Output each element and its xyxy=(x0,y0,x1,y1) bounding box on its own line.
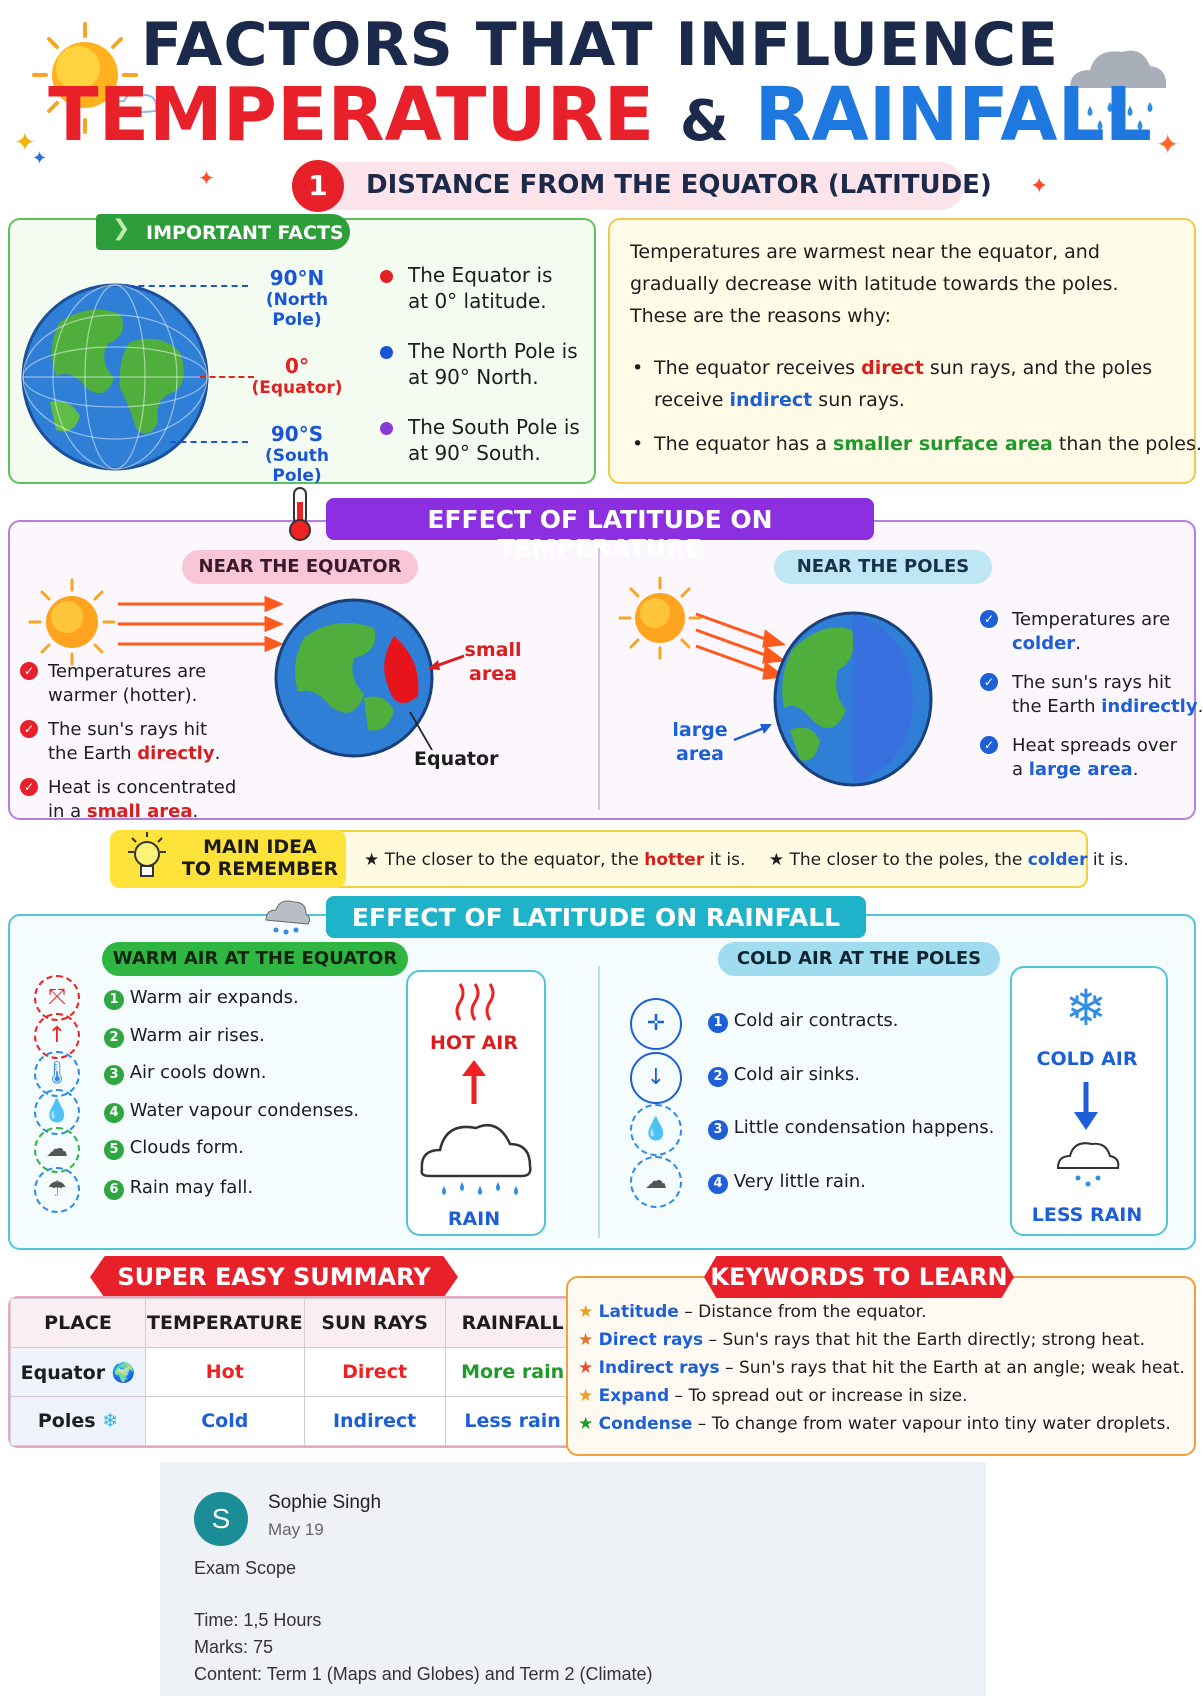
poles-point xyxy=(980,608,1192,671)
star-icon: ★ xyxy=(578,1386,594,1406)
step-number-1: 1 xyxy=(104,990,124,1010)
step-number-6: 6 xyxy=(104,1180,124,1200)
section-1-number: 1 xyxy=(292,160,344,212)
post-marks: Marks: 75 xyxy=(194,1637,274,1657)
droplets-icon: 💧 xyxy=(34,1089,80,1135)
point-end: . xyxy=(192,801,199,822)
avatar[interactable]: S xyxy=(194,1492,248,1546)
title-rainfall: RAINFALL xyxy=(754,72,1152,158)
sun-icon xyxy=(28,578,116,666)
step-number-3: 3 xyxy=(104,1065,124,1085)
cold-steps-list xyxy=(708,1010,1008,1224)
step-number-1: 1 xyxy=(708,1013,728,1033)
star-icon: ★ xyxy=(364,850,380,870)
small-area-line-1: small xyxy=(464,639,522,661)
equator-caption: Equator xyxy=(414,748,499,770)
sink-arrow-icon: ↓ xyxy=(630,1052,682,1104)
keyword-item: ★ Direct rays – Sun's rays that hit the Earth directly; strong heat. xyxy=(578,1330,1146,1350)
point-line-2: in a xyxy=(48,801,87,822)
snowflake-icon: ❄ xyxy=(1065,979,1107,1037)
equator-points xyxy=(20,660,280,834)
post-date: May 19 xyxy=(268,1520,324,1539)
step-text: Warm air expands. xyxy=(129,987,299,1008)
cloud-icon: ☁ xyxy=(34,1127,80,1173)
step-text: Warm air rises. xyxy=(129,1024,265,1046)
bullet-icon xyxy=(380,270,393,283)
earth-poles-icon xyxy=(772,610,934,788)
keyword-term: Direct rays xyxy=(598,1330,704,1350)
down-arrow-icon xyxy=(1070,1080,1102,1132)
point-highlight: small area xyxy=(86,801,193,822)
equator-label xyxy=(244,354,350,398)
main-idea-label xyxy=(176,836,344,880)
facts-list xyxy=(380,262,585,490)
north-pole-label xyxy=(240,266,354,330)
place-cell xyxy=(11,1397,146,1446)
fact-line-2: at 0° latitude. xyxy=(408,289,547,313)
cold-air-label: COLD AIR xyxy=(1036,1048,1138,1070)
step-number-3: 3 xyxy=(708,1120,728,1140)
sparkle-icon: ✦ xyxy=(14,128,36,158)
keywords-list xyxy=(578,1298,1186,1438)
point-line-1: Temperatures are xyxy=(48,661,207,682)
hot-air-label: HOT AIR xyxy=(429,1032,519,1054)
fact-line-2: at 90° North. xyxy=(408,365,539,389)
rain-cell: More rain xyxy=(445,1348,580,1397)
step-number-2: 2 xyxy=(708,1067,728,1087)
keyword-definition: Sun's rays that hit the Earth at an angle; weak heat. xyxy=(738,1358,1185,1378)
place-name: Poles xyxy=(37,1410,96,1432)
main-idea-line-1: MAIN IDEA xyxy=(203,836,317,858)
keyword-definition: To change from water vapour into tiny water droplets. xyxy=(711,1414,1171,1434)
main-idea-statements xyxy=(364,850,1129,870)
keyword-item: ★ Condense – To change from water vapour into tiny water droplets. xyxy=(578,1414,1171,1434)
step-number-2: 2 xyxy=(104,1028,124,1048)
large-area-line-2: area xyxy=(676,743,724,765)
contract-icon: ✛ xyxy=(630,998,682,1050)
earth-equator-icon xyxy=(274,598,434,758)
fact-item xyxy=(380,338,585,414)
section-1-heading: DISTANCE FROM THE EQUATOR (LATITUDE) xyxy=(366,170,992,200)
near-poles-tag: NEAR THE POLES xyxy=(774,550,992,584)
large-area-label xyxy=(664,718,736,766)
step-number-4: 4 xyxy=(104,1103,124,1123)
fact-line-1: The North Pole is xyxy=(408,339,578,363)
table-header: RAINFALL xyxy=(445,1299,580,1348)
step-text: Little condensation happens. xyxy=(733,1117,995,1139)
keyword-definition: Distance from the equator. xyxy=(698,1302,927,1322)
poles-point xyxy=(980,734,1192,797)
reasons-intro: Temperatures are warmest near the equator, and gradually decrease with latitude towards the poles. These are the reasons why: xyxy=(630,241,1119,327)
up-arrow-icon xyxy=(458,1058,490,1104)
warm-step xyxy=(104,1025,394,1063)
small-area-label xyxy=(462,638,524,686)
check-icon: ✓ xyxy=(20,778,38,796)
star-icon: ★ xyxy=(578,1330,594,1350)
table-header: TEMPERATURE xyxy=(146,1299,305,1348)
poles-points xyxy=(980,608,1203,797)
fact-item xyxy=(380,414,585,490)
large-area-line-1: large xyxy=(672,719,728,741)
fact-line-1: The South Pole is xyxy=(408,415,580,439)
rise-arrow-icon: ↑ xyxy=(34,1013,80,1059)
title-line-1: FACTORS THAT INFLUENCE xyxy=(140,10,1060,80)
sparkle-icon: ✦ xyxy=(1156,128,1180,161)
temperature-divider xyxy=(598,548,600,810)
droplets-icon: 💧 xyxy=(630,1104,682,1156)
keyword-term: Latitude xyxy=(598,1302,679,1322)
sun-icon xyxy=(618,576,702,660)
table-header: PLACE xyxy=(11,1299,146,1348)
cold-step xyxy=(708,1117,1008,1171)
summary-table xyxy=(10,1298,581,1446)
rays-cell: Indirect xyxy=(304,1397,445,1446)
point-line-1: The sun's rays hit xyxy=(48,719,208,740)
equator-point xyxy=(20,776,280,834)
post-content: Content: Term 1 (Maps and Globes) and Term 2 (Climate) xyxy=(194,1664,653,1684)
sun-rays-arrows xyxy=(116,596,282,652)
heat-waves-icon xyxy=(450,982,500,1022)
place-name: Equator xyxy=(20,1361,106,1384)
point-line-2: the Earth xyxy=(1012,696,1102,717)
title-temperature: TEMPERATURE xyxy=(48,72,655,158)
table-header-row xyxy=(11,1299,581,1348)
check-icon: ✓ xyxy=(980,610,998,628)
important-facts-label: IMPORTANT FACTS xyxy=(146,222,344,244)
equator-degree: 0° xyxy=(285,354,309,378)
reason-text: than the poles. xyxy=(1052,433,1202,455)
cold-step xyxy=(708,1010,1008,1064)
check-icon: ✓ xyxy=(980,736,998,754)
keyword-item: ★ Expand – To spread out or increase in size. xyxy=(578,1386,968,1406)
point-highlight: large area xyxy=(1028,759,1133,780)
south-degree: 90°S xyxy=(270,422,324,446)
warm-air-tag: WARM AIR AT THE EQUATOR xyxy=(102,942,408,976)
title-ampersand: & xyxy=(679,89,729,154)
statement-highlight: hotter xyxy=(644,850,705,870)
chevron-icon: ❯ xyxy=(112,216,131,241)
check-icon: ✓ xyxy=(20,720,38,738)
warm-step xyxy=(104,987,394,1025)
point-line-1: Heat spreads over xyxy=(1012,735,1177,756)
star-icon: ★ xyxy=(578,1302,594,1322)
north-sub: (North Pole) xyxy=(265,290,329,330)
keyword-term: Expand xyxy=(598,1386,670,1406)
temp-cell: Hot xyxy=(146,1348,305,1397)
statement-text: The closer to the equator, the xyxy=(384,850,645,870)
step-text: Very little rain. xyxy=(733,1170,866,1192)
lightbulb-icon xyxy=(124,832,170,884)
star-icon: ★ xyxy=(768,850,785,870)
equator-sub: (Equator) xyxy=(251,378,343,398)
south-pole-label xyxy=(240,422,354,486)
point-line-1: Heat is concentrated xyxy=(48,777,237,798)
point-line-2: a xyxy=(1012,759,1029,780)
point-end: . xyxy=(1132,759,1139,780)
keyword-term: Condense xyxy=(598,1414,693,1434)
reason-text: sun rays, and the poles receive xyxy=(654,357,1153,411)
point-highlight: directly xyxy=(137,743,215,764)
less-rain-label: LESS RAIN xyxy=(1031,1204,1143,1226)
step-text: Rain may fall. xyxy=(129,1177,254,1199)
keywords-heading: KEYWORDS TO LEARN xyxy=(710,1263,1008,1291)
small-area-arrow xyxy=(426,652,466,672)
point-line-2: warmer (hotter). xyxy=(48,685,198,706)
cold-step xyxy=(708,1064,1008,1118)
star-icon: ★ xyxy=(578,1358,594,1378)
globe-icon: 🌍 xyxy=(111,1361,136,1384)
globe-icon xyxy=(20,282,210,472)
step-text: Clouds form. xyxy=(129,1137,244,1159)
point-line-2: the Earth xyxy=(48,743,138,764)
reason-text: The equator receives xyxy=(654,357,862,379)
rain-cloud-icon: ☁ xyxy=(630,1156,682,1208)
main-idea-line-2: TO REMEMBER xyxy=(181,858,339,880)
step-text: Cold air contracts. xyxy=(733,1010,899,1031)
cold-step xyxy=(708,1171,1008,1225)
fact-line-2: at 90° South. xyxy=(408,441,541,465)
point-end: . xyxy=(1075,633,1081,654)
temperature-heading: EFFECT OF LATITUDE ON TEMPERATURE xyxy=(427,505,773,563)
reason-highlight-direct: direct xyxy=(861,357,924,379)
step-number-5: 5 xyxy=(104,1140,124,1160)
summary-heading: SUPER EASY SUMMARY xyxy=(117,1263,431,1291)
north-degree: 90°N xyxy=(269,266,325,290)
equator-point xyxy=(20,660,280,718)
point-line-1: Temperatures are xyxy=(1012,609,1171,630)
equator-point xyxy=(20,718,280,776)
table-row xyxy=(11,1348,581,1397)
keyword-term: Indirect rays xyxy=(598,1358,720,1378)
south-pole-line xyxy=(170,441,248,443)
point-end: . xyxy=(214,743,221,764)
large-area-arrow xyxy=(732,722,774,744)
reason-item xyxy=(630,352,1182,416)
near-equator-tag: NEAR THE EQUATOR xyxy=(182,550,418,584)
thermometer-cool-icon: 🌡 xyxy=(34,1051,80,1097)
bullet-icon xyxy=(380,346,393,359)
bullet-icon xyxy=(380,422,393,435)
snowflake-icon: ❄ xyxy=(102,1410,119,1432)
place-cell xyxy=(11,1348,146,1397)
point-end: . xyxy=(1197,696,1203,717)
step-text: Water vapour condenses. xyxy=(129,1099,360,1121)
check-icon: ✓ xyxy=(980,673,998,691)
bullet-dot: • xyxy=(632,433,644,455)
statement-highlight: colder xyxy=(1027,850,1088,870)
poles-point xyxy=(980,671,1203,734)
warm-step xyxy=(104,1177,394,1215)
keyword-item: ★ Latitude – Distance from the equator. xyxy=(578,1302,927,1322)
reason-text: sun rays. xyxy=(812,389,905,411)
title-line-2 xyxy=(0,72,1200,158)
statement-text: it is. xyxy=(1087,850,1129,870)
point-highlight: colder xyxy=(1012,633,1076,654)
small-area-line-2: area xyxy=(469,663,517,685)
rain-cloud-icon xyxy=(262,894,312,938)
sparkle-icon: ✦ xyxy=(1030,174,1049,199)
statement-text: The closer to the poles, the xyxy=(789,850,1028,870)
warm-step xyxy=(104,1100,394,1138)
rain-cloud-large-icon xyxy=(414,1108,536,1204)
statement-text: it is. xyxy=(704,850,746,870)
keyword-definition: Sun's rays that hit the Earth directly; strong heat. xyxy=(722,1330,1146,1350)
reason-highlight-indirect: indirect xyxy=(729,389,813,411)
rain-cell: Less rain xyxy=(445,1397,580,1446)
rainfall-heading: EFFECT OF LATITUDE ON RAINFALL xyxy=(351,903,841,932)
table-row xyxy=(11,1397,581,1446)
thermometer-icon xyxy=(284,486,316,542)
south-sub: (South Pole) xyxy=(264,446,330,486)
point-highlight: indirectly xyxy=(1101,696,1198,717)
keyword-item: ★ Indirect rays – Sun's rays that hit the Earth at an angle; weak heat. xyxy=(578,1358,1185,1378)
expand-icon: ⤧ xyxy=(34,975,80,1021)
point-line-1: The sun's rays hit xyxy=(1012,672,1172,693)
step-text: Air cools down. xyxy=(129,1062,267,1084)
check-icon: ✓ xyxy=(20,662,38,680)
bullet-dot: • xyxy=(632,357,644,379)
summary-table-wrap xyxy=(8,1296,583,1448)
rainfall-divider xyxy=(598,966,600,1238)
reason-highlight-area: smaller surface area xyxy=(833,433,1053,455)
post-title: Exam Scope xyxy=(194,1558,297,1578)
post-author[interactable]: Sophie Singh xyxy=(268,1492,382,1513)
cold-air-tag: COLD AIR AT THE POLES xyxy=(718,942,1000,976)
warm-step xyxy=(104,1137,394,1177)
warm-step xyxy=(104,1062,394,1100)
small-cloud-icon xyxy=(1054,1136,1120,1192)
reason-item xyxy=(630,428,1202,460)
sparkle-icon: ✦ xyxy=(198,166,215,190)
north-pole-line xyxy=(128,285,248,287)
table-header: SUN RAYS xyxy=(304,1299,445,1348)
star-icon: ★ xyxy=(578,1414,594,1434)
temp-cell: Cold xyxy=(146,1397,305,1446)
keyword-definition: To spread out or increase in size. xyxy=(688,1386,968,1406)
fact-item xyxy=(380,262,585,338)
rain-cloud-icon: ☂ xyxy=(34,1167,80,1213)
step-text: Cold air sinks. xyxy=(733,1063,860,1085)
fact-line-1: The Equator is xyxy=(408,263,553,287)
sparkle-icon: ✦ xyxy=(32,148,48,169)
reason-text: The equator has a xyxy=(654,433,834,455)
rays-cell: Direct xyxy=(304,1348,445,1397)
rain-label: RAIN xyxy=(447,1208,501,1230)
post-time: Time: 1,5 Hours xyxy=(194,1610,322,1630)
step-number-4: 4 xyxy=(708,1174,728,1194)
warm-steps-list xyxy=(104,987,394,1215)
